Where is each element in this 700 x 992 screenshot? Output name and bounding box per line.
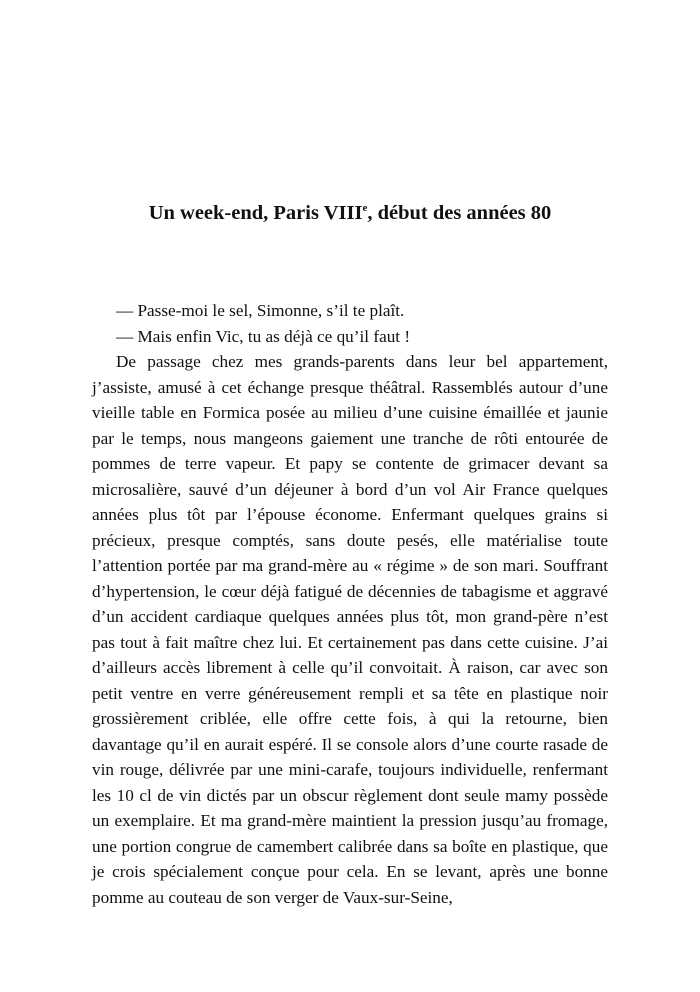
chapter-title-superscript: e [362,202,368,214]
chapter-title-rest: , début des années 80 [367,202,552,224]
body-paragraph: De passage chez mes grands-parents dans leur bel appartement, j’assiste, amusé à cet échange presque théâtral. Rassemblés autour d’une vieille table en Formica posée au milieu d’une cuisine émaillée et jaunie par le temps, nous mangeons gaiement une tranche de rôti entourée de pommes de terre vapeur. Et papy se contente de grimacer devant sa microsalière, sauvé d’un déjeuner à bord d’un vol Air France quelques années plus tôt par l’épouse économe. Enfermant quelques grains si précieux, presque comptés, sans doute pesés, elle matérialise toute l’attention portée par ma grand-mère au « régime » de son mari. Souffrant d’hypertension, le cœur déjà fatigué de décennies de tabagisme et aggravé d’un accident cardiaque quelques années plus tôt, mon grand-père n’est pas tout à fait maître chez lui. Et certainement pas dans cette cuisine. J’ai d’ailleurs accès librement à celle qu’il convoitait. À raison, car avec son petit ventre en verre généreusement rempli et sa tête en plastique noir grossièrement criblée, elle offre cette fois, à qui la retourne, bien davantage qu’il en aurait espéré. Il se console alors d’une courte rasade de vin rouge, délivrée par une mini-carafe, toujours individuelle, renfermant les 10 cl de vin dictés par un obscur règlement dont seule mamy possède un exemplaire. Et ma grand-mère maintient la pression jusqu’au fromage, une portion congrue de camembert calibrée dans sa boîte en plastique, que je crois spécialement conçue pour cela. En se levant, après une bonne pomme au couteau de son verger de Vaux-sur-Seine, [92,352,608,907]
dialogue-line-2: — Mais enfin Vic, tu as déjà ce qu’il faut ! [116,326,411,346]
body-text [92,298,608,910]
dialogue-line-1: — Passe-moi le sel, Simonne, s’il te plaît. [116,301,405,320]
chapter-title-main: Un week-end, Paris VIII [148,202,363,224]
chapter-title [90,199,610,227]
